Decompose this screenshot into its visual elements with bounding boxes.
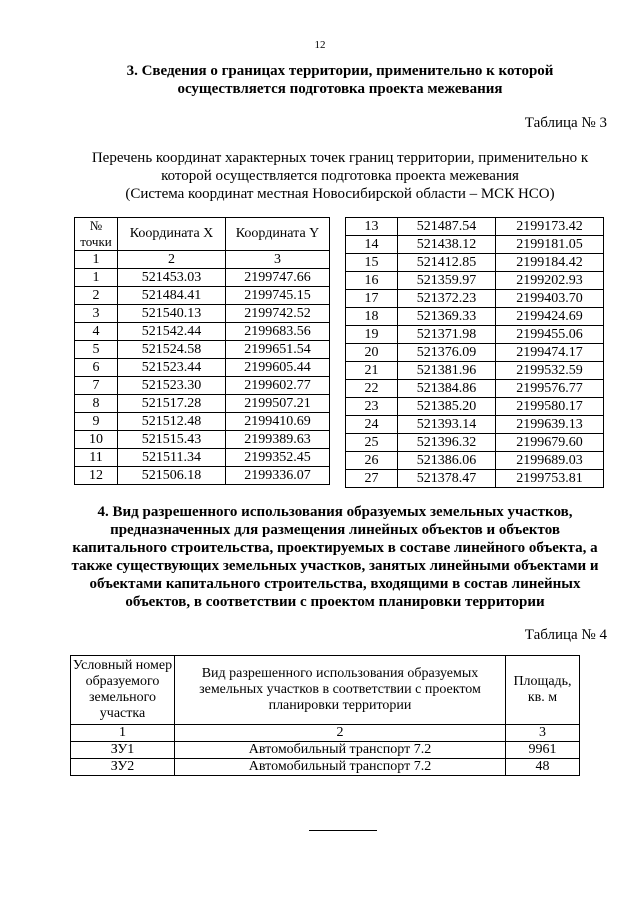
table-row [75, 305, 330, 323]
land-use-rows [71, 742, 580, 776]
table-cell: 9961 [506, 742, 580, 759]
table-cell: 521359.97 [398, 272, 496, 290]
table-cell: 521540.13 [118, 305, 226, 323]
footer-divider [309, 830, 377, 831]
table-row [75, 359, 330, 377]
table-cell: 13 [346, 218, 398, 236]
header-coordinate-x: Координата X [118, 218, 226, 251]
table-cell: 23 [346, 398, 398, 416]
heading-line: капитального строительства, проектируемых в составе линейного объекта, а [72, 540, 598, 556]
table-cell: Автомобильный транспорт 7.2 [175, 759, 506, 776]
table-cell: 2199753.81 [496, 470, 604, 488]
table-4-label: Таблица № 4 [524, 627, 607, 643]
table-row [75, 341, 330, 359]
table-cell: 2199605.44 [226, 359, 330, 377]
column-number-row [75, 251, 330, 269]
table-cell: 521386.06 [398, 452, 496, 470]
table-cell: 521438.12 [398, 236, 496, 254]
table-cell: 521376.09 [398, 344, 496, 362]
caption-line: Перечень координат характерных точек границ территории, применительно к [91, 150, 589, 166]
header-point-number: № точки [75, 218, 118, 251]
heading-line: объектов, в соответствии с проектом планировки территории [125, 594, 545, 610]
table-row [346, 452, 604, 470]
table-cell: 2199683.56 [226, 323, 330, 341]
table-cell: 2199184.42 [496, 254, 604, 272]
table-cell: 25 [346, 434, 398, 452]
table-cell: 521542.44 [118, 323, 226, 341]
table-cell: 9 [75, 413, 118, 431]
table-row [346, 236, 604, 254]
table-cell: 521524.58 [118, 341, 226, 359]
table-row [346, 434, 604, 452]
right-rows [346, 218, 604, 488]
table-3-label: Таблица № 3 [524, 115, 607, 131]
table-header-row [75, 218, 330, 251]
heading-line: также существующих земельных участков, занятых линейными объектами и [71, 558, 599, 574]
table-cell: 2199580.17 [496, 398, 604, 416]
heading-line: 4. Вид разрешенного использования образуемых земельных участков, [97, 504, 573, 520]
column-number: 1 [75, 251, 118, 269]
caption-line: которой осуществляется подготовка проекта межевания [161, 168, 519, 184]
table-row [346, 398, 604, 416]
section-3-heading [95, 62, 585, 98]
table-row [346, 416, 604, 434]
table-row [346, 470, 604, 488]
table-row [75, 287, 330, 305]
table-cell: 5 [75, 341, 118, 359]
table-row [346, 308, 604, 326]
table-cell: 521511.34 [118, 449, 226, 467]
table-cell: 2199689.03 [496, 452, 604, 470]
table-cell: 2199639.13 [496, 416, 604, 434]
table-cell: 2199336.07 [226, 467, 330, 485]
table-cell: 2199602.77 [226, 377, 330, 395]
table-cell: 1 [75, 269, 118, 287]
table-cell: 2199747.66 [226, 269, 330, 287]
table-cell: 15 [346, 254, 398, 272]
table-row [346, 218, 604, 236]
table-cell: 2199507.21 [226, 395, 330, 413]
table-cell: 4 [75, 323, 118, 341]
table-cell: 14 [346, 236, 398, 254]
table-cell: 2199532.59 [496, 362, 604, 380]
table-cell: 521523.30 [118, 377, 226, 395]
table-row [346, 326, 604, 344]
table-cell: 18 [346, 308, 398, 326]
header-coordinate-y: Координата Y [226, 218, 330, 251]
column-number: 3 [506, 725, 580, 742]
column-number: 1 [71, 725, 175, 742]
page-number: 12 [314, 39, 326, 51]
table-cell: 521384.86 [398, 380, 496, 398]
table-cell: 22 [346, 380, 398, 398]
table-cell: 2199424.69 [496, 308, 604, 326]
table-cell: 26 [346, 452, 398, 470]
column-number: 2 [118, 251, 226, 269]
table-cell: 2 [75, 287, 118, 305]
column-number: 2 [175, 725, 506, 742]
header-area: Площадь, кв. м [506, 656, 580, 725]
table-cell: 12 [75, 467, 118, 485]
table-cell: 521515.43 [118, 431, 226, 449]
table-cell: 11 [75, 449, 118, 467]
table-cell: 521372.23 [398, 290, 496, 308]
heading-line: предназначенных для размещения линейных объектов и объектов [110, 522, 560, 538]
coordinates-table-right [345, 217, 604, 488]
table-cell: 521385.20 [398, 398, 496, 416]
table-cell: 16 [346, 272, 398, 290]
table-row [75, 467, 330, 485]
table-cell: 521381.96 [398, 362, 496, 380]
table-cell: 48 [506, 759, 580, 776]
table-row [346, 272, 604, 290]
table-cell: 24 [346, 416, 398, 434]
table-cell: Автомобильный транспорт 7.2 [175, 742, 506, 759]
table-row [75, 323, 330, 341]
table-cell: 521523.44 [118, 359, 226, 377]
table-cell: 521517.28 [118, 395, 226, 413]
table-cell: 3 [75, 305, 118, 323]
section-4-heading [70, 503, 600, 611]
table-cell: 20 [346, 344, 398, 362]
table-row [346, 290, 604, 308]
heading-line: осуществляется подготовка проекта межевания [177, 81, 503, 97]
table-row [71, 759, 580, 776]
table-cell: 2199403.70 [496, 290, 604, 308]
table-cell: 2199679.60 [496, 434, 604, 452]
header-parcel-number: Условный номер образуемого земельного участка [71, 656, 175, 725]
table-cell: 521412.85 [398, 254, 496, 272]
table-cell: 2199181.05 [496, 236, 604, 254]
caption-line: (Система координат местная Новосибирской области – МСК НСО) [125, 186, 555, 202]
table-cell: 7 [75, 377, 118, 395]
table-cell: 27 [346, 470, 398, 488]
land-use-table [70, 655, 580, 776]
table-cell: 6 [75, 359, 118, 377]
table-cell: 2199389.63 [226, 431, 330, 449]
table-cell: 521396.32 [398, 434, 496, 452]
table-cell: 2199474.17 [496, 344, 604, 362]
table-cell: ЗУ1 [71, 742, 175, 759]
coordinates-table-left [74, 217, 330, 485]
table-cell: 521506.18 [118, 467, 226, 485]
table-cell: 8 [75, 395, 118, 413]
table-row [75, 269, 330, 287]
table-cell: 521378.47 [398, 470, 496, 488]
table-row [75, 413, 330, 431]
table-cell: 2199742.52 [226, 305, 330, 323]
table-row [75, 377, 330, 395]
table-row [346, 344, 604, 362]
table-cell: 2199745.15 [226, 287, 330, 305]
table-cell: 2199352.45 [226, 449, 330, 467]
table-cell: 2199410.69 [226, 413, 330, 431]
table-cell: 10 [75, 431, 118, 449]
table-cell: 2199455.06 [496, 326, 604, 344]
table-cell: 521369.33 [398, 308, 496, 326]
table-cell: 521453.03 [118, 269, 226, 287]
table-row [75, 431, 330, 449]
table-cell: 521371.98 [398, 326, 496, 344]
table-3-caption [60, 149, 620, 203]
table-row [346, 254, 604, 272]
table-row [75, 449, 330, 467]
table-row [346, 362, 604, 380]
table-cell: 521393.14 [398, 416, 496, 434]
column-number-row [71, 725, 580, 742]
table-row [71, 742, 580, 759]
table-cell: 19 [346, 326, 398, 344]
column-number: 3 [226, 251, 330, 269]
table-cell: ЗУ2 [71, 759, 175, 776]
table-cell: 521512.48 [118, 413, 226, 431]
table-cell: 521487.54 [398, 218, 496, 236]
table-cell: 2199202.93 [496, 272, 604, 290]
heading-line: объектами капитального строительства, входящими в состав линейных [89, 576, 581, 592]
table-cell: 521484.41 [118, 287, 226, 305]
table-cell: 2199576.77 [496, 380, 604, 398]
table-cell: 17 [346, 290, 398, 308]
left-rows [75, 269, 330, 485]
table-cell: 2199651.54 [226, 341, 330, 359]
table-row [346, 380, 604, 398]
table-cell: 2199173.42 [496, 218, 604, 236]
heading-line: 3. Сведения о границах территории, применительно к которой [126, 63, 554, 79]
table-cell: 21 [346, 362, 398, 380]
table-header-row [71, 656, 580, 725]
table-row [75, 395, 330, 413]
header-permitted-use: Вид разрешенного использования образуемых земельных участков в соответствии с проектом планировки территории [175, 656, 506, 725]
